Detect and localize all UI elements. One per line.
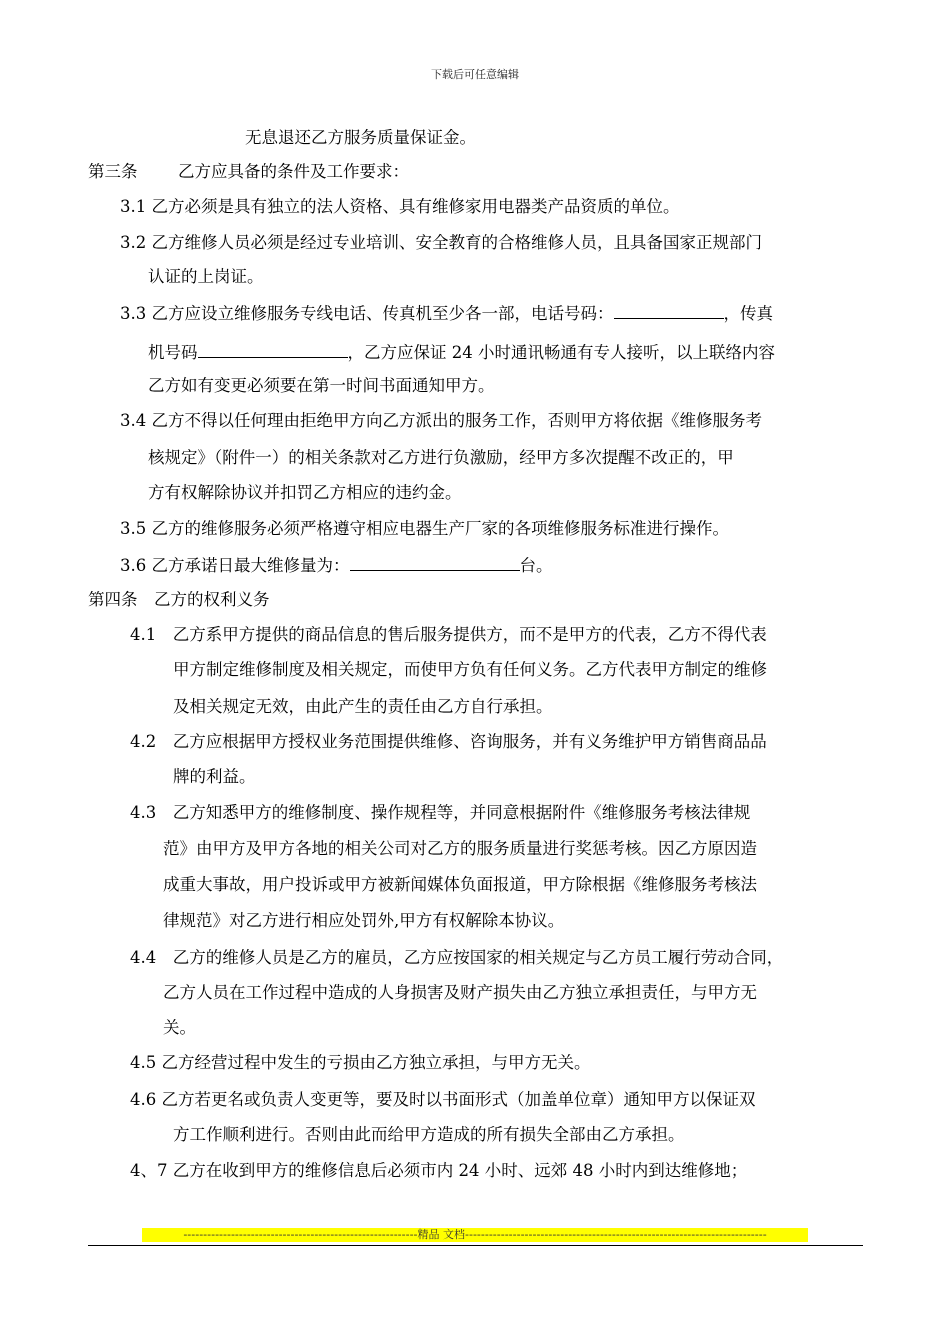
clause-3-2: 3.2 乙方维修人员必须是经过专业培训、安全教育的合格维修人员，且具备国家正规部门 (120, 233, 762, 252)
text-line: 及相关规定无效，由此产生的责任由乙方自行承担。 (173, 697, 553, 716)
text-line: 成重大事故，用户投诉或甲方被新闻媒体负面报道，甲方除根据《维修服务考核法 (163, 875, 757, 894)
phone-blank[interactable] (614, 301, 724, 319)
clause-4-6: 4.6 乙方若更名或负责人变更等，要及时以书面形式（加盖单位章）通知甲方以保证双 (130, 1090, 756, 1109)
clause-4-5: 4.5 乙方经营过程中发生的亏损由乙方独立承担，与甲方无关。 (130, 1053, 591, 1072)
text-line: 核规定》（附件一）的相关条款对乙方进行负激励，经甲方多次提醒不改正的，甲 (148, 448, 734, 467)
clause-3-4: 3.4 乙方不得以任何理由拒绝甲方向乙方派出的服务工作，否则甲方将依据《维修服务考 (120, 411, 762, 430)
text-line: 乙方人员在工作过程中造成的人身损害及财产损失由乙方独立承担责任，与甲方无 (163, 983, 757, 1002)
clause-4-1: 4.1 乙方系甲方提供的商品信息的售后服务提供方，而不是甲方的代表，乙方不得代表 (130, 625, 767, 644)
clause-text: ，乙方应保证 24 小时通讯畅通有专人接听，以上联络内容 (347, 343, 775, 362)
article-label: 第三条 (88, 162, 138, 181)
text-line: 关。 (163, 1018, 196, 1037)
text-line: 无息退还乙方服务质量保证金。 (245, 128, 476, 147)
clause-3-6 (120, 553, 553, 577)
page-header: 下载后可任意编辑 (431, 68, 519, 81)
clause-text: 3.3 乙方应设立维修服务专线电话、传真机至少各一部，电话号码： (120, 304, 614, 323)
clause-3-5: 3.5 乙方的维修服务必须严格遵守相应电器生产厂家的各项维修服务标准进行操作。 (120, 519, 729, 538)
clause-text: 台。 (519, 556, 553, 575)
text-line: 甲方制定维修制度及相关规定，而使甲方负有任何义务。乙方代表甲方制定的维修 (173, 660, 767, 679)
fax-blank[interactable] (198, 340, 348, 358)
text-line: 认证的上岗证。 (148, 267, 264, 286)
article-4-title: 第四条 乙方的权利义务 (88, 590, 270, 609)
footer-divider (88, 1245, 863, 1246)
text-line: 律规范》对乙方进行相应处罚外,甲方有权解除本协议。 (163, 911, 565, 930)
clause-text: ，传真 (723, 304, 773, 323)
clause-4-4: 4.4 乙方的维修人员是乙方的雇员，乙方应按国家的相关规定与乙方员工履行劳动合同， (130, 948, 784, 967)
clause-4-3: 4.3 乙方知悉甲方的维修制度、操作规程等，并同意根据附件《维修服务考核法律规 (130, 803, 751, 822)
clause-text: 机号码 (148, 343, 198, 362)
clause-4-2: 4.2 乙方应根据甲方授权业务范围提供维修、咨询服务，并有义务维护甲方销售商品品 (130, 732, 767, 751)
text-line: 方有权解除协议并扣罚乙方相应的违约金。 (148, 483, 462, 502)
text-line (148, 340, 775, 364)
text-line: 牌的利益。 (173, 767, 256, 786)
clause-3-3 (120, 301, 773, 325)
clause-4-7: 4、7 乙方在收到甲方的维修信息后必须市内 24 小时、远郊 48 小时内到达维修地； (130, 1161, 748, 1180)
text-line: 方工作顺利进行。否则由此而给甲方造成的所有损失全部由乙方承担。 (173, 1125, 685, 1144)
capacity-blank[interactable] (350, 553, 520, 571)
text-line: 范》由甲方及甲方各地的相关公司对乙方的服务质量进行奖惩考核。因乙方原因造 (163, 839, 757, 858)
clause-3-1: 3.1 乙方必须是具有独立的法人资格、具有维修家用电器类产品资质的单位。 (120, 197, 680, 216)
article-title: 乙方应具备的条件及工作要求： (178, 162, 409, 181)
clause-text: 3.6 乙方承诺日最大维修量为： (120, 556, 350, 575)
text-line: 乙方如有变更必须要在第一时间书面通知甲方。 (148, 376, 495, 395)
footer-watermark: -----------------------------------------------------------精品 文档---------------------------------------------------------------------------- (142, 1228, 808, 1242)
